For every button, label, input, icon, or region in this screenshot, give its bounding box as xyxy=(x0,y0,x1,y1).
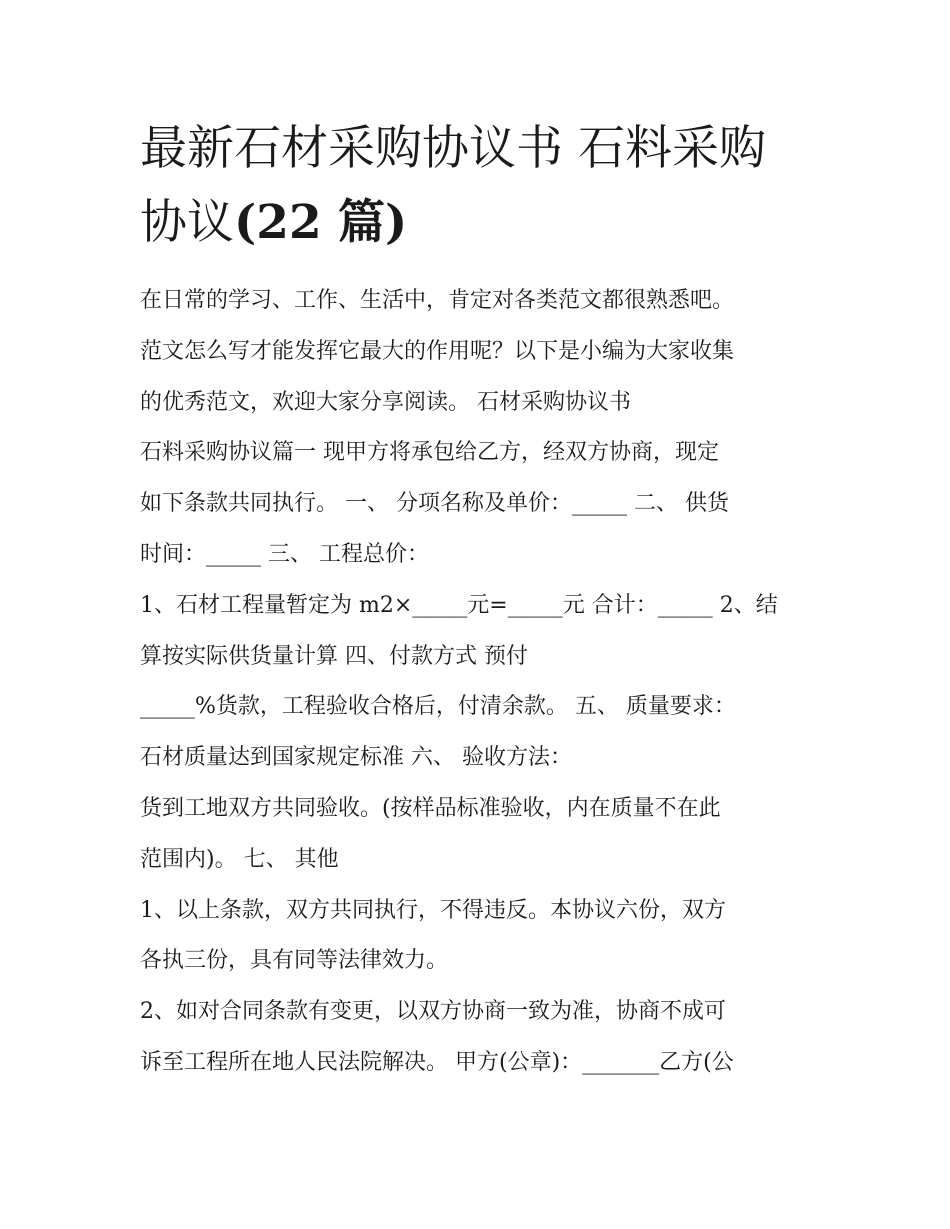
title-line-1: 最新石材采购协议书 石料采购 xyxy=(140,121,766,176)
body-line: 石料采购协议篇一 现甲方将承包给乙方，经双方协商，现定 xyxy=(140,440,719,466)
title-line-2-text: 协议 xyxy=(140,195,234,250)
title-line-2 xyxy=(140,186,830,260)
document-body xyxy=(140,276,830,1089)
body-line: 1、以上条款，双方共同执行，不得违反。本协议六份，双方 xyxy=(140,897,726,923)
title-line-2-count: (22 篇) xyxy=(234,195,408,250)
document-title xyxy=(140,112,830,260)
body-line: 货到工地双方共同验收。(按样品标准验收，内在质量不在此 xyxy=(140,795,721,821)
body-line: 1、石材工程量暂定为 m2×_____元=_____元 合计：_____ 2、结 xyxy=(140,592,778,618)
body-line: 诉至工程所在地人民法院解决。 甲方(公章)：_______乙方(公 xyxy=(140,1049,734,1075)
body-line: 2、如对合同条款有变更，以双方协商一致为准，协商不成可 xyxy=(140,999,726,1025)
body-line: 石材质量达到国家规定标准 六、 验收方法： xyxy=(140,745,572,771)
body-line: _____%货款，工程验收合格后，付清余款。 五、 质量要求： xyxy=(140,694,736,720)
body-line: 在日常的学习、工作、生活中，肯定对各类范文都很熟悉吧。 xyxy=(140,288,735,313)
body-line: 各执三份，具有同等法律效力。 xyxy=(140,948,449,974)
body-line: 时间：_____ 三、 工程总价： xyxy=(140,541,429,567)
body-line: 范围内)。 七、 其他 xyxy=(140,846,339,872)
body-line: 范文怎么写才能发挥它最大的作用呢？以下是小编为大家收集 xyxy=(140,338,735,364)
body-line: 如下条款共同执行。 一、 分项名称及单价：_____ 二、 供货 xyxy=(140,491,729,517)
body-line: 算按实际供货量计算 四、付款方式 预付 xyxy=(140,643,528,669)
body-line: 的优秀范文，欢迎大家分享阅读。 石材采购协议书 xyxy=(140,389,631,415)
